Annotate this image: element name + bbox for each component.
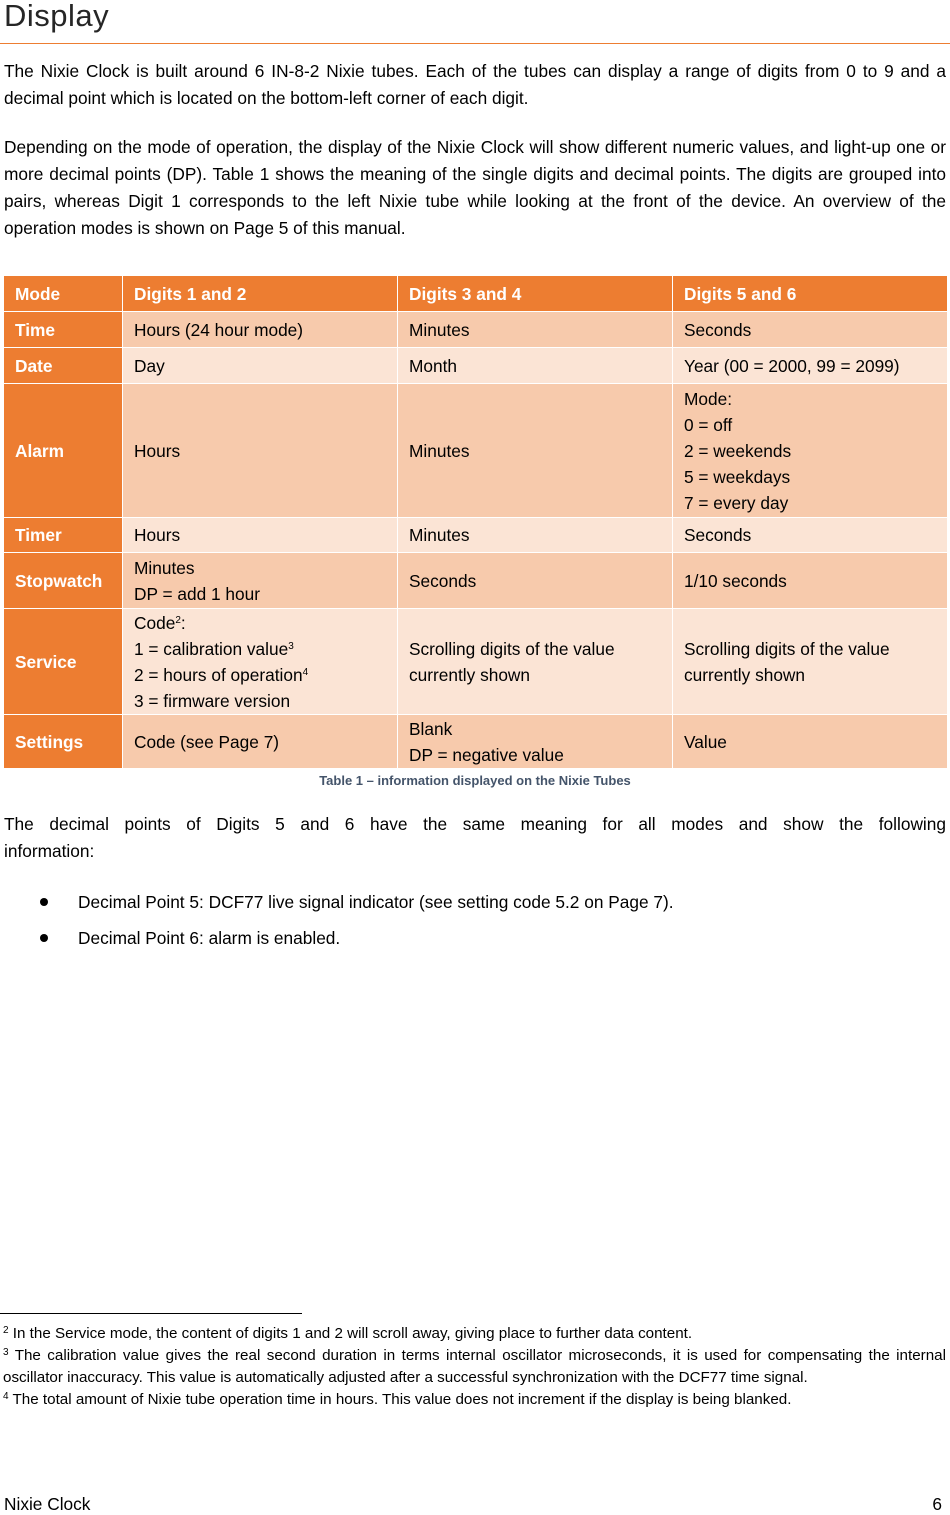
table-header-row bbox=[4, 276, 948, 312]
mode-cell: Service bbox=[4, 609, 123, 715]
code-option: 3 = firmware version bbox=[134, 690, 291, 711]
cell-line: Scrolling digits of the value bbox=[409, 638, 615, 659]
footnote bbox=[3, 1323, 946, 1345]
list-item-text: Decimal Point 6: alarm is enabled. bbox=[78, 928, 341, 948]
cell-line: DP = add 1 hour bbox=[134, 583, 261, 604]
intro-paragraph: The Nixie Clock is built around 6 IN-8-2 Nixie tubes. Each of the tubes can display a range of digits from 0 to 9 and a decimal point which is located on the bottom-left corner of each digit. bbox=[4, 61, 946, 108]
decimal-points-list bbox=[0, 884, 674, 956]
table-cell: Minutes bbox=[398, 312, 673, 348]
footnote-separator bbox=[0, 1313, 302, 1314]
table-cell: Day bbox=[123, 348, 398, 384]
footnote-number: 3 bbox=[3, 1347, 9, 1358]
table-cell bbox=[673, 384, 948, 518]
table-cell bbox=[123, 553, 398, 609]
table-row-stopwatch bbox=[4, 553, 948, 609]
footnote-text: In the Service mode, the content of digits 1 and 2 will scroll away, giving place to further data content. bbox=[12, 1325, 693, 1342]
mode-cell: Timer bbox=[4, 518, 123, 553]
table-row-service bbox=[4, 609, 948, 715]
table-cell: Value bbox=[673, 715, 948, 769]
cell-line: currently shown bbox=[409, 664, 531, 685]
list-item bbox=[0, 920, 674, 956]
table-cell: Minutes bbox=[398, 384, 673, 518]
footnote-text: The calibration value gives the real second duration in terms internal oscillator microseconds, it is used for compensating the internal oscillator inaccuracy. This value is automatically adjusted after a successful synchronization with the DCF77 time signal. bbox=[3, 1347, 946, 1386]
cell-line: Mode: bbox=[684, 388, 733, 409]
page-heading: Display bbox=[4, 0, 110, 33]
cell-line bbox=[134, 662, 386, 688]
code-option: 1 = calibration value bbox=[134, 638, 289, 659]
cell-line bbox=[134, 688, 386, 714]
modes-paragraph: Depending on the mode of operation, the display of the Nixie Clock will show different numeric values, and light-up one or more decimal points (DP). Table 1 shows the meaning of the single digits and decimal points. The digits are grouped into pairs, whereas Digit 1 corresponds to the left Nixie tube while looking at the front of the device. An overview of the operation modes is shown on Page 5 of this manual. bbox=[4, 137, 946, 238]
table-cell: Hours bbox=[123, 518, 398, 553]
code-suffix: : bbox=[180, 612, 186, 633]
header-digits-5-6: Digits 5 and 6 bbox=[673, 276, 948, 312]
table-caption: Table 1 – information displayed on the Nixie Tubes bbox=[319, 773, 631, 788]
decimal-points-paragraph: The decimal points of Digits 5 and 6 have the same meaning for all modes and show the following information: bbox=[4, 814, 946, 861]
footnote-number: 4 bbox=[3, 1391, 9, 1402]
table-cell: Seconds bbox=[673, 312, 948, 348]
cell-line: Blank bbox=[409, 718, 453, 739]
cell-line: currently shown bbox=[684, 664, 806, 685]
table-row-timer bbox=[4, 518, 948, 553]
bullet-icon bbox=[40, 898, 48, 906]
table-cell: Hours (24 hour mode) bbox=[123, 312, 398, 348]
list-item bbox=[0, 884, 674, 920]
header-mode: Mode bbox=[4, 276, 123, 312]
cell-line: Minutes bbox=[134, 557, 195, 578]
cell-line: 5 = weekdays bbox=[684, 466, 791, 487]
table-row-alarm bbox=[4, 384, 948, 518]
footnote-ref: 3 bbox=[288, 640, 294, 652]
table-cell bbox=[398, 609, 673, 715]
mode-cell: Stopwatch bbox=[4, 553, 123, 609]
table-row-settings bbox=[4, 715, 948, 769]
display-info-table bbox=[3, 275, 948, 769]
footnote-ref: 4 bbox=[302, 666, 309, 678]
bullet-icon bbox=[40, 934, 48, 942]
cell-line: 2 = weekends bbox=[684, 440, 792, 461]
cell-line: DP = negative value bbox=[409, 744, 564, 765]
cell-line bbox=[134, 610, 386, 636]
table-cell: Code (see Page 7) bbox=[123, 715, 398, 769]
table-cell: Hours bbox=[123, 384, 398, 518]
cell-line: 0 = off bbox=[684, 414, 733, 435]
list-item-text: Decimal Point 5: DCF77 live signal indicator (see setting code 5.2 on Page 7). bbox=[78, 892, 674, 912]
table-cell bbox=[673, 609, 948, 715]
mode-cell: Time bbox=[4, 312, 123, 348]
table-cell: Month bbox=[398, 348, 673, 384]
header-digits-3-4: Digits 3 and 4 bbox=[398, 276, 673, 312]
table-cell: Seconds bbox=[673, 518, 948, 553]
footnote bbox=[3, 1345, 946, 1389]
footnote bbox=[3, 1389, 946, 1411]
footnote-ref: 2 bbox=[175, 614, 181, 626]
table-row-time bbox=[4, 312, 948, 348]
table-cell: Minutes bbox=[398, 518, 673, 553]
code-label: Code bbox=[134, 612, 176, 633]
mode-cell: Alarm bbox=[4, 384, 123, 518]
footnote-text: The total amount of Nixie tube operation time in hours. This value does not increment if the display is being blanked. bbox=[12, 1391, 792, 1408]
code-option: 2 = hours of operation bbox=[134, 664, 303, 685]
table-cell bbox=[398, 715, 673, 769]
mode-cell: Date bbox=[4, 348, 123, 384]
table-cell: Seconds bbox=[398, 553, 673, 609]
mode-cell: Settings bbox=[4, 715, 123, 769]
page-number: 6 bbox=[932, 1494, 942, 1514]
footnotes bbox=[3, 1323, 946, 1411]
table-cell bbox=[123, 609, 398, 715]
footer-title: Nixie Clock bbox=[4, 1494, 91, 1514]
table-cell: 1/10 seconds bbox=[673, 553, 948, 609]
cell-line: 7 = every day bbox=[684, 492, 789, 513]
footnote-number: 2 bbox=[3, 1325, 9, 1336]
cell-line bbox=[134, 636, 386, 662]
table-cell: Year (00 = 2000, 99 = 2099) bbox=[673, 348, 948, 384]
heading-underline bbox=[0, 43, 950, 44]
header-digits-1-2: Digits 1 and 2 bbox=[123, 276, 398, 312]
cell-line: Scrolling digits of the value bbox=[684, 638, 890, 659]
table-row-date bbox=[4, 348, 948, 384]
